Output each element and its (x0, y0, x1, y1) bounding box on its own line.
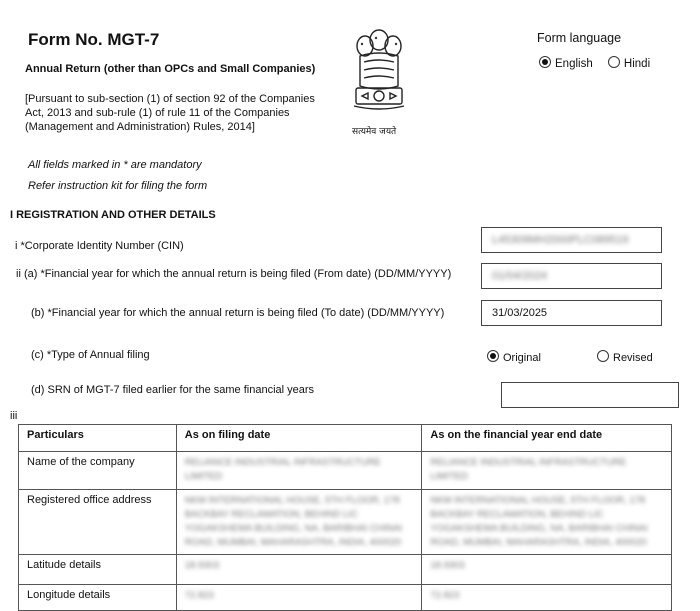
language-option-label: Hindi (623, 58, 651, 70)
filing-type-label: (c) *Type of Annual filing (31, 349, 150, 361)
row-label: Name of the company (19, 452, 177, 490)
radio-checked-icon[interactable] (487, 350, 499, 362)
table-row (19, 555, 672, 585)
fy-from-label: ii (a) *Financial year for which the annual return is being filed (From date) (DD/MM/YYYY) (16, 268, 452, 280)
filing-option-label: Original (503, 352, 541, 364)
cell-value: 72.823 (184, 590, 214, 601)
cell-value: 18.9303 (184, 560, 220, 571)
table-row (19, 452, 672, 490)
emblem-motto: सत्यमेव जयते (352, 127, 397, 137)
row-label: Latitude details (19, 555, 177, 585)
radio-unchecked-icon[interactable] (597, 350, 609, 362)
year-end-cell[interactable] (422, 490, 672, 555)
language-option-label: English (555, 58, 593, 70)
cin-value: L45309MH2000PLC089519 (492, 234, 629, 246)
srn-field[interactable] (501, 382, 679, 408)
particulars-table (18, 424, 672, 611)
srn-label: (d) SRN of MGT-7 filed earlier for the same financial years (31, 384, 315, 396)
filing-option-revised[interactable] (597, 350, 653, 364)
row-label: Longitude details (19, 585, 177, 611)
language-option-hindi[interactable] (608, 58, 650, 70)
fy-from-value: 01/04/2024 (492, 270, 548, 282)
table-row (19, 585, 672, 611)
fy-to-value: 31/03/2025 (492, 307, 548, 319)
cell-value: 72.823 (430, 590, 460, 601)
cin-field[interactable] (481, 227, 662, 253)
filing-date-cell[interactable] (176, 555, 422, 585)
fy-from-date-field[interactable] (481, 263, 662, 289)
cin-label: i *Corporate Identity Number (CIN) (15, 240, 184, 252)
year-end-cell[interactable] (422, 452, 672, 490)
language-radio-group (539, 56, 662, 70)
mandatory-note: All fields marked in * are mandatory (28, 159, 202, 171)
year-end-cell[interactable] (422, 585, 672, 611)
column-header: As on filing date (176, 425, 422, 452)
cell-value: NKM INTERNATIONAL HOUSE, 5TH FLOOR, 178 BACKBAY RECLAMATION, BEHIND LIC YOGAKSHEMA BUILDING, NA, BARIBHAI CHINAI ROAD, MUMBAI, MAHARASHTRA, INDIA, 400020 (430, 495, 648, 548)
language-option-english[interactable] (539, 58, 593, 70)
filing-option-label: Revised (613, 352, 653, 364)
cell-value: RELIANCE INDUSTRIAL INFRASTRUCTURE LIMITED (184, 457, 381, 482)
filing-option-original[interactable] (487, 350, 541, 364)
table-row (19, 490, 672, 555)
cell-value: 18.9303 (430, 560, 465, 571)
filing-date-cell[interactable] (176, 490, 422, 555)
form-language-label: Form language (537, 31, 622, 45)
national-emblem-icon (348, 26, 410, 126)
instruction-note: Refer instruction kit for filing the form (28, 180, 208, 192)
item-iii-label: iii (10, 410, 18, 422)
fy-to-date-field[interactable] (481, 300, 662, 326)
filing-date-cell[interactable] (176, 452, 422, 490)
year-end-cell[interactable] (422, 555, 672, 585)
column-header: As on the financial year end date (422, 425, 672, 452)
row-label: Registered office address (19, 490, 177, 555)
column-header: Particulars (19, 425, 177, 452)
fy-to-label: (b) *Financial year for which the annual return is being filed (To date) (DD/MM/YYYY) (31, 307, 445, 319)
table-header-row (19, 425, 672, 452)
cell-value: RELIANCE INDUSTRIAL INFRASTRUCTURE LIMITED (430, 457, 627, 482)
form-number-title: Form No. MGT-7 (28, 30, 160, 49)
cell-value: NKM INTERNATIONAL HOUSE, 5TH FLOOR, 178 BACKBAY RECLAMATION, BEHIND LIC YOGAKSHEMA BUILDING, NA, BARIBHAI CHINAI ROAD, MUMBAI, MAHARASHTRA, INDIA, 400020 (184, 495, 403, 548)
pursuant-text: [Pursuant to sub-section (1) of section 92 of the Companies Act, 2013 and sub-rule (1) of rule 11 of the Companies (Management and Administration) Rules, 2014] (25, 93, 315, 133)
filing-date-cell[interactable] (176, 585, 422, 611)
radio-checked-icon[interactable] (539, 56, 551, 68)
section-heading: I REGISTRATION AND OTHER DETAILS (10, 209, 216, 221)
radio-unchecked-icon[interactable] (608, 56, 620, 68)
form-subtitle: Annual Return (other than OPCs and Small Companies) (25, 63, 316, 75)
